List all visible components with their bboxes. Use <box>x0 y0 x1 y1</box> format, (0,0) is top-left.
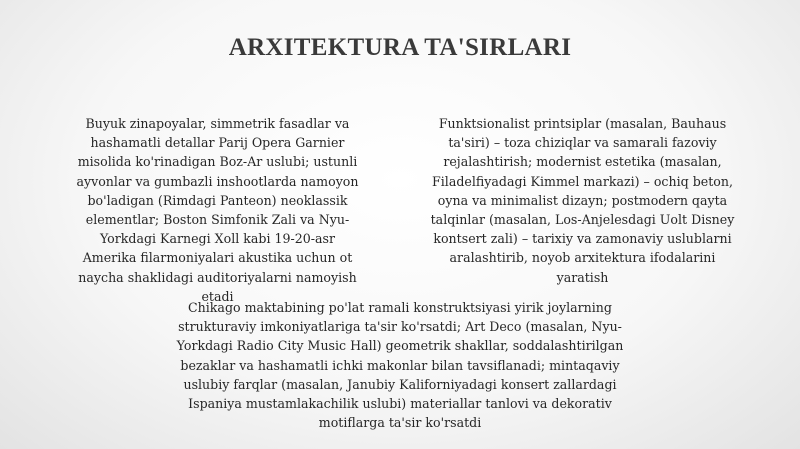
text-line: bo'ladigan (Rimdagi Panteon) neoklassik <box>87 192 348 208</box>
text-line: ta'siri) – toza chiziqlar va samarali fazoviy <box>448 135 717 151</box>
text-line: yaratish <box>556 269 609 285</box>
text-line: Chikago maktabining po'lat ramali konstruktsiyasi yirik joylarning <box>188 300 612 315</box>
text-line: Yorkdagi Radio City Music Hall) geometrik shakllar, soddalashtirilgan <box>176 338 624 354</box>
text-line: Amerika filarmoniyalari akustika uchun ot <box>82 250 353 266</box>
text-line: oyna va minimalist dizayn; postmodern qayta <box>437 192 728 208</box>
text-line: ayvonlar va gumbazli inshootlarda namoyon <box>76 173 359 189</box>
bottom-text-block <box>140 298 660 432</box>
text-line: elementlar; Boston Simfonik Zali va Nyu- <box>85 212 350 228</box>
left-text-block <box>40 114 395 306</box>
text-line: Buyuk zinapoyalar, simmetrik fasadlar va <box>85 116 350 131</box>
text-line: rejalashtirish; modernist estetika (masalan, <box>443 154 722 170</box>
text-line: Funktsionalist printsiplar (masalan, Bauhaus <box>438 116 727 131</box>
text-line: misolida ko'rinadigan Boz-Ar uslubi; ustunli <box>77 154 358 170</box>
text-line: aralashtirib, noyob arxitektura ifodalarini <box>449 250 716 266</box>
text-line: etadi <box>201 288 234 304</box>
text-line: Ispaniya mustamlakachilik uslubi) materiallar tanlovi va dekorativ <box>188 396 612 412</box>
text-line: uslubiy farqlar (masalan, Janubiy Kaliforniyadagi konsert zallardagi <box>183 376 617 392</box>
text-line: Yorkdagi Karnegi Xoll kabi 19-20-asr <box>99 231 336 247</box>
text-line: hashamatli detallar Parij Opera Garnier <box>90 135 345 151</box>
text-line: Filadelfiyadagi Kimmel markazi) – ochiq beton, <box>432 173 733 189</box>
text-line: motiflarga ta'sir ko'rsatdi <box>318 415 482 431</box>
text-line: bezaklar va hashamatli ichki makonlar bilan tavsiflanadi; mintaqaviy <box>180 357 620 373</box>
slide-title: ARXITEKTURA TA'SIRLARI <box>228 34 572 61</box>
right-text-block <box>405 114 760 287</box>
text-line: talqinlar (masalan, Los-Anjelesdagi Uolt Disney <box>430 212 735 228</box>
text-line: strukturaviy imkoniyatlariga ta'sir ko'rsatdi; Art Deco (masalan, Nyu- <box>178 319 622 335</box>
text-line: naycha shaklidagi auditoriyalarni namoyish <box>78 269 357 285</box>
text-line: kontsert zali) – tarixiy va zamonaviy uslublarni <box>433 231 732 247</box>
